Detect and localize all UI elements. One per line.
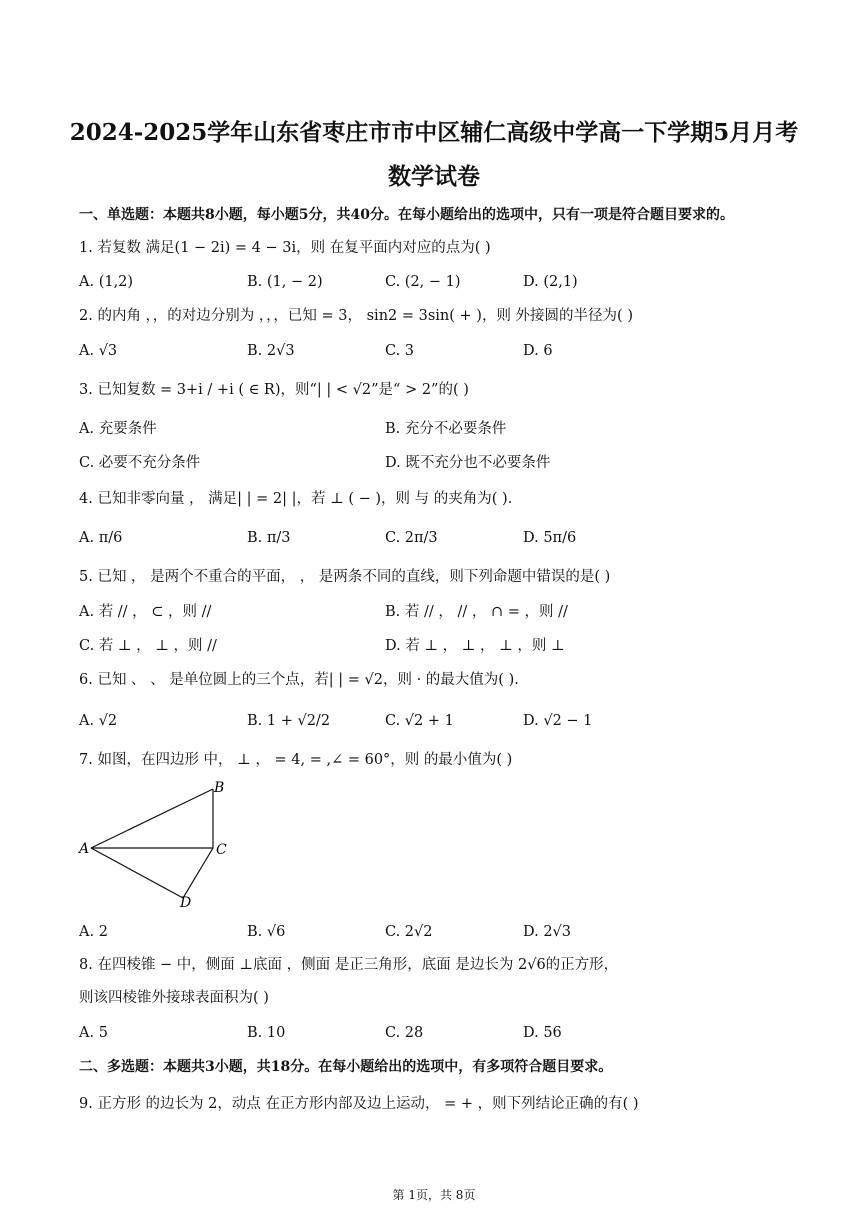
q5-option-d: D. 若 ⊥ ， ⊥ ， ⊥ ，则 ⊥: [385, 638, 565, 654]
exam-title-line1: 2024-2025学年山东省枣庄市市中区辅仁高级中学高一下学期5月月考: [69, 119, 799, 146]
question-2-stem: 2. 的内角 ，，的对边分别为 ，，，已知 = 3， sin2 = 3sin( + )，则 外接圆的半径为( ): [79, 308, 633, 324]
figure-label-b: B: [214, 780, 225, 796]
q2-option-b: B. 2√3: [247, 343, 295, 359]
q1-option-a: A. (1,2): [79, 274, 134, 290]
figure-label-c: C: [216, 842, 227, 858]
q7-option-c: C. 2√2: [385, 924, 433, 940]
question-7-stem: 7. 如图，在四边形 中， ⊥ ， = 4, = ,∠ = 60°，则 的最小值为( ): [79, 752, 513, 768]
q8-option-a: A. 5: [79, 1025, 108, 1041]
q5-option-c: C. 若 ⊥ ， ⊥ ，则 //: [79, 638, 217, 654]
q4-option-a: A. π/6: [79, 530, 123, 546]
quadrilateral-figure: [76, 776, 236, 912]
q6-option-a: A. √2: [79, 713, 118, 729]
figure-label-d: D: [180, 895, 192, 911]
q8-option-d: D. 56: [523, 1025, 562, 1041]
q3-option-b: B. 充分不必要条件: [385, 421, 507, 437]
q7-option-d: D. 2√3: [523, 924, 572, 940]
q2-option-c: C. 3: [385, 343, 415, 359]
q4-option-c: C. 2π/3: [385, 530, 438, 546]
q2-option-a: A. √3: [79, 343, 118, 359]
question-1-stem: 1. 若复数 满足(1 − 2i) = 4 − 3i，则 在复平面内对应的点为( ): [79, 240, 491, 256]
q1-option-b: B. (1, − 2): [247, 274, 323, 290]
q7-option-b: B. √6: [247, 924, 286, 940]
question-9-stem: 9. 正方形 的边长为 2，动点 在正方形内部及边上运动， = + ，则下列结论正确的有( ): [79, 1096, 639, 1112]
q8-option-b: B. 10: [247, 1025, 286, 1041]
q8-option-c: C. 28: [385, 1025, 424, 1041]
page-footer: 第 1页，共 8页: [392, 1188, 476, 1202]
figure-label-a: A: [79, 841, 90, 857]
question-8-stem: 8. 在四棱锥 − 中，侧面 ⊥底面 ，侧面 是正三角形，底面 是边长为 2√6的正方形，: [79, 957, 619, 973]
section-multiple-choice-heading: 二、多选题：本题共3小题，共18分。在每小题给出的选项中，有多项符合题目要求。: [79, 1059, 613, 1075]
q4-option-b: B. π/3: [247, 530, 291, 546]
q5-option-a: A. 若 // ， ⊂ ，则 //: [79, 604, 212, 620]
q3-option-d: D. 既不充分也不必要条件: [385, 455, 551, 471]
question-8-stem-line2: 则该四棱锥外接球表面积为( ): [79, 990, 269, 1006]
q6-option-c: C. √2 + 1: [385, 713, 454, 729]
section-single-choice-heading: 一、单选题：本题共8小题，每小题5分，共40分。在每小题给出的选项中，只有一项是符合题目要求的。: [79, 207, 734, 223]
q1-option-c: C. (2, − 1): [385, 274, 461, 290]
q5-option-b: B. 若 // ， // ， ∩ = ，则 //: [385, 604, 568, 620]
q4-option-d: D. 5π/6: [523, 530, 577, 546]
question-6-stem: 6. 已知 、 、 是单位圆上的三个点，若| | = √2，则 · 的最大值为( ).: [79, 672, 519, 688]
q1-option-d: D. (2,1): [523, 274, 578, 290]
question-3-stem: 3. 已知复数 = 3+i / +i ( ∈ R)，则“| | < √2”是“ > 2”的( ): [79, 382, 469, 398]
q7-option-a: A. 2: [79, 924, 108, 940]
q6-option-b: B. 1 + √2/2: [247, 713, 331, 729]
q3-option-c: C. 必要不充分条件: [79, 455, 201, 471]
question-4-stem: 4. 已知非零向量 ， 满足| | = 2| |，若 ⊥ ( − )，则 与 的夹角为( ).: [79, 491, 513, 507]
question-5-stem: 5. 已知 ， 是两个不重合的平面， ， 是两条不同的直线，则下列命题中错误的是( ): [79, 569, 611, 585]
q2-option-d: D. 6: [523, 343, 553, 359]
exam-title-line2: 数学试卷: [388, 163, 480, 190]
q6-option-d: D. √2 − 1: [523, 713, 593, 729]
q3-option-a: A. 充要条件: [79, 421, 157, 437]
